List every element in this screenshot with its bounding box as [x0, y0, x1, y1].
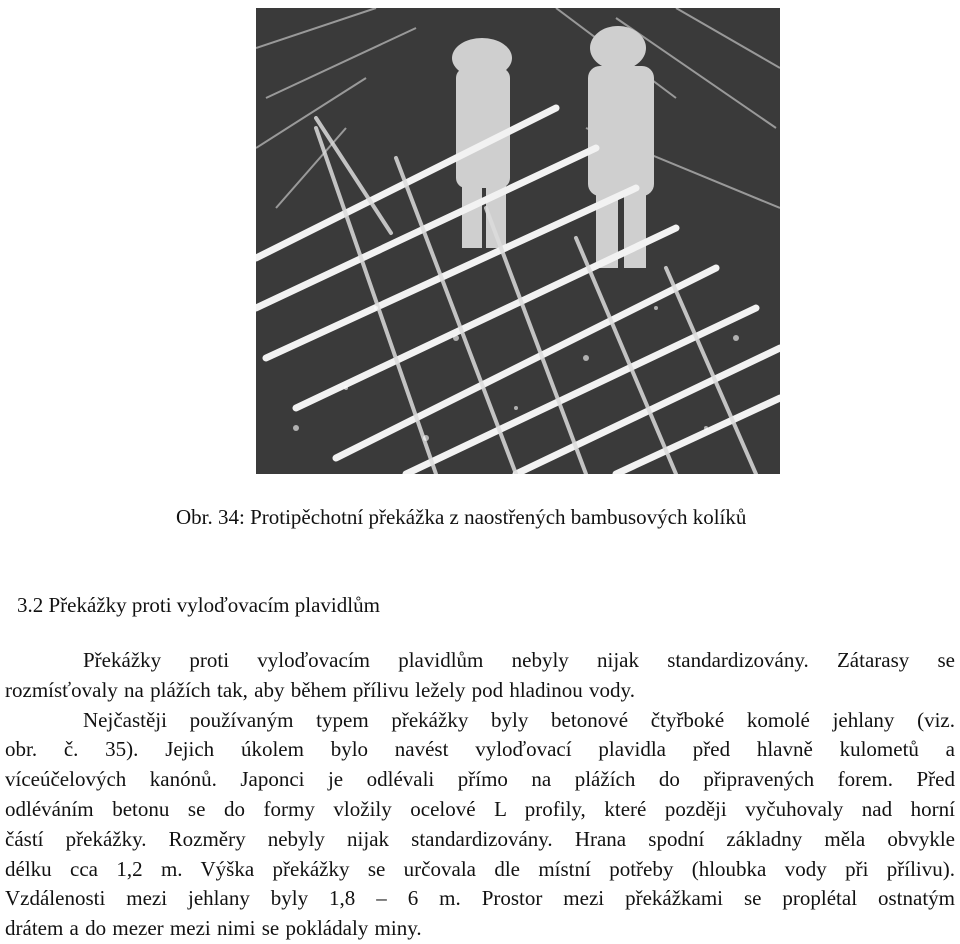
paragraph-line: částí překážky. Rozměry nebyly nijak standardizovány. Hrana spodní základny měla obvykle	[5, 826, 955, 851]
paragraph-line: odléváním betonu se do formy vložily ocelové L profily, které později vyčuhovaly nad horní	[5, 796, 955, 821]
paragraph-line: Nejčastěji používaným typem překážky byly betonové čtyřboké komolé jehlany (viz.	[83, 707, 955, 732]
body-paragraph	[5, 646, 955, 944]
paragraph-line: délku cca 1,2 m. Výška překážky se určovala dle místní potřeby (hloubka vody při přílivu).	[5, 856, 955, 881]
photograph-icon	[256, 8, 780, 474]
paragraph-line: Vzdálenosti mezi jehlany byly 1,8 – 6 m. Prostor mezi překážkami se proplétal ostnatým	[5, 886, 955, 911]
paragraph-line: drátem a do mezer mezi nimi se pokládaly miny.	[5, 916, 422, 941]
paragraph-line: rozmísťovaly na plážích tak, aby během přílivu ležely pod hladinou vody.	[5, 677, 635, 702]
figure-photo	[256, 8, 780, 474]
paragraph-line: Překážky proti vyloďovacím plavidlům nebyly nijak standardizovány. Zátarasy se	[83, 648, 955, 672]
figure-caption: Obr. 34: Protipěchotní překážka z naostřených bambusových kolíků	[176, 505, 747, 529]
section-heading: 3.2 Překážky proti vyloďovacím plavidlům	[17, 593, 380, 617]
paragraph-line: obr. č. 35). Jejich úkolem bylo navést vyloďovací plavidla před hlavně kulometů a	[5, 737, 955, 762]
paragraph-line: víceúčelových kanónů. Japonci je odlévali přímo na plážích do připravených forem. Před	[5, 767, 955, 792]
